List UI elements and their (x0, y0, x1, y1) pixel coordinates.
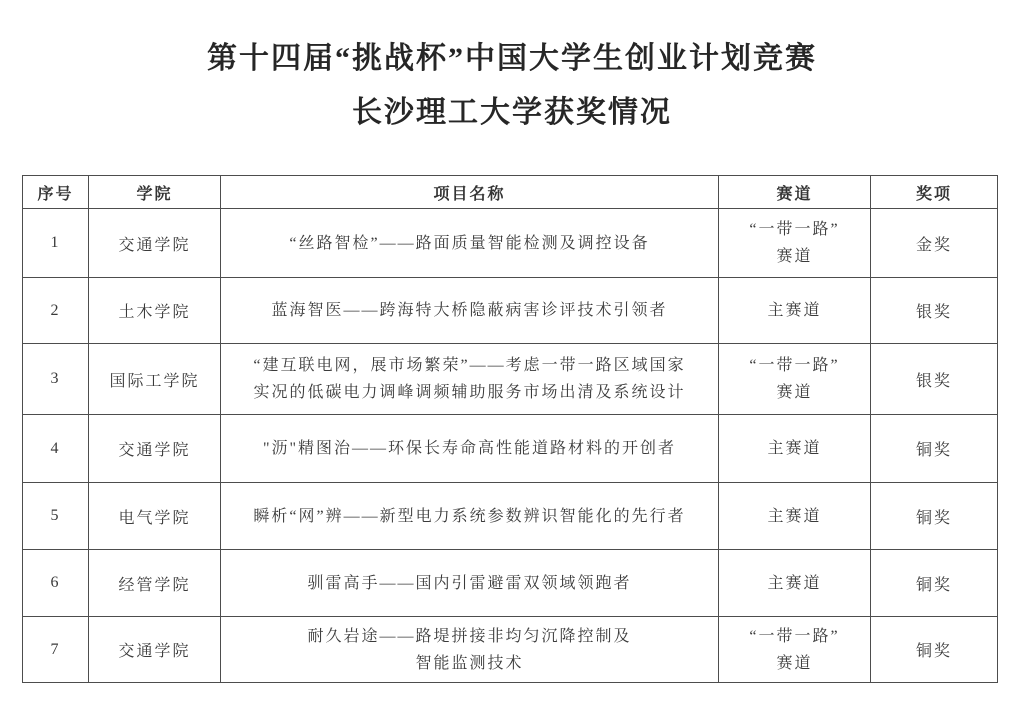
track-cell (719, 550, 871, 617)
award-cell: 银奖 (871, 278, 998, 344)
project-cell (221, 209, 719, 278)
table-row (23, 617, 998, 683)
project-cell (221, 483, 719, 550)
table-row (23, 550, 998, 617)
project-cell (221, 415, 719, 483)
college-cell: 交通学院 (89, 209, 221, 278)
header-track: 赛道 (719, 176, 871, 209)
track-line: 主赛道 (767, 574, 822, 592)
track-line: 赛道 (776, 248, 813, 265)
row-number: 2 (23, 278, 89, 344)
project-line: 耐久岩途——路堤拼接非均匀沉降控制及 (307, 627, 632, 645)
project-cell (221, 278, 719, 344)
track-cell (719, 278, 871, 344)
project-line: 蓝海智医——跨海特大桥隐蔽病害诊评技术引领者 (271, 302, 668, 319)
document-title (0, 40, 1024, 132)
award-table (22, 175, 998, 683)
header-award: 奖项 (871, 176, 998, 209)
project-line: "沥"精图治——环保长寿命高性能道路材料的开创者 (262, 440, 677, 457)
track-line: “一带一路” (749, 627, 840, 645)
table-row (23, 415, 998, 483)
college-cell: 交通学院 (89, 415, 221, 483)
header-project: 项目名称 (221, 176, 719, 209)
award-cell: 铜奖 (871, 550, 998, 617)
table-header-row (23, 176, 998, 209)
title-line-1: 第十四届“挑战杯”中国大学生创业计划竞赛 (207, 42, 817, 75)
row-number: 6 (23, 550, 89, 617)
track-cell (719, 483, 871, 550)
award-cell: 金奖 (871, 209, 998, 278)
college-cell: 国际工学院 (89, 344, 221, 415)
track-line: 主赛道 (767, 302, 822, 319)
table-row (23, 483, 998, 550)
award-cell: 铜奖 (871, 617, 998, 683)
track-cell (719, 344, 871, 415)
college-cell: 土木学院 (89, 278, 221, 344)
row-number: 3 (23, 344, 89, 415)
table-row (23, 278, 998, 344)
title-line-2: 长沙理工大学获奖情况 (352, 96, 672, 129)
track-line: 主赛道 (767, 440, 822, 457)
header-no: 序号 (23, 176, 89, 209)
track-cell (719, 209, 871, 278)
project-cell (221, 550, 719, 617)
project-line: 智能监测技术 (415, 654, 524, 672)
row-number: 1 (23, 209, 89, 278)
track-line: 赛道 (776, 654, 813, 672)
track-line: “一带一路” (749, 221, 840, 238)
award-cell: 银奖 (871, 344, 998, 415)
project-cell (221, 344, 719, 415)
college-cell: 经管学院 (89, 550, 221, 617)
track-line: “一带一路” (749, 357, 840, 374)
row-number: 7 (23, 617, 89, 683)
award-cell: 铜奖 (871, 415, 998, 483)
table-row (23, 209, 998, 278)
project-line: “丝路智检”——路面质量智能检测及调控设备 (289, 234, 650, 252)
project-line: 瞬析“网”辨——新型电力系统参数辨识智能化的先行者 (253, 507, 686, 525)
row-number: 5 (23, 483, 89, 550)
track-line: 主赛道 (767, 507, 822, 525)
table-row (23, 344, 998, 415)
row-number: 4 (23, 415, 89, 483)
project-line: “建互联电网，展市场繁荣”——考虑一带一路区域国家 (253, 357, 686, 374)
college-cell: 交通学院 (89, 617, 221, 683)
project-line: 驯雷高手——国内引雷避雷双领域领跑者 (307, 574, 632, 592)
track-cell (719, 617, 871, 683)
header-college: 学院 (89, 176, 221, 209)
college-cell: 电气学院 (89, 483, 221, 550)
award-cell: 铜奖 (871, 483, 998, 550)
track-cell (719, 415, 871, 483)
project-cell (221, 617, 719, 683)
track-line: 赛道 (776, 384, 813, 401)
project-line: 实况的低碳电力调峰调频辅助服务市场出清及系统设计 (253, 384, 686, 401)
